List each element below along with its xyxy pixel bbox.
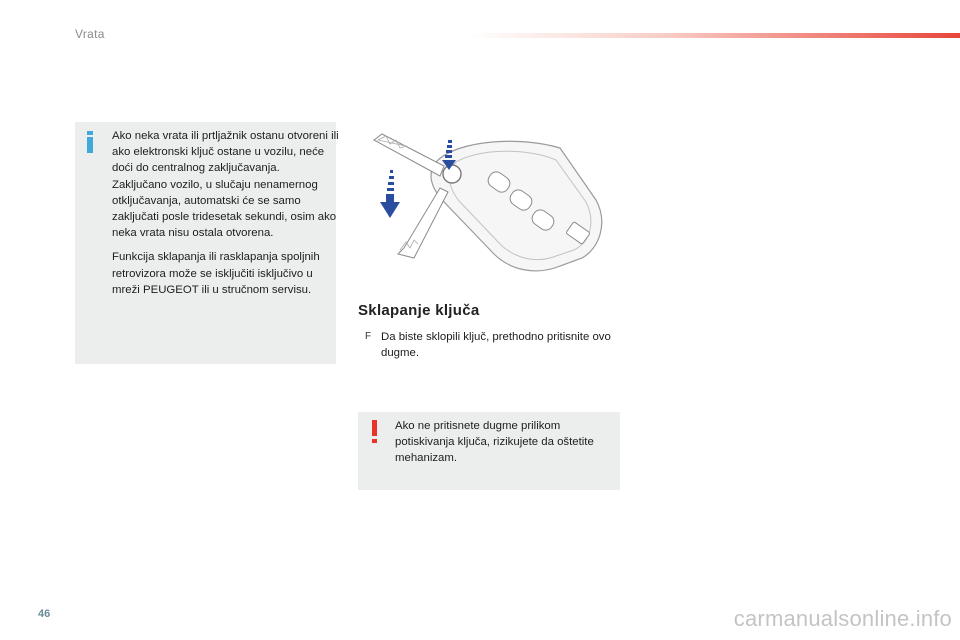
header-rule — [470, 33, 960, 38]
step-marker-icon: F — [365, 331, 372, 342]
section-title: Sklapanje ključa — [358, 302, 480, 319]
fold-arrow-icon — [380, 170, 400, 218]
header-section-title: Vrata — [75, 27, 105, 41]
watermark-link[interactable]: carmanualsonline.info — [733, 606, 952, 631]
info-icon — [86, 131, 95, 153]
warning-icon — [372, 420, 378, 444]
info-text — [112, 128, 342, 306]
page-number: 46 — [38, 608, 51, 620]
key-fob-illustration — [374, 134, 602, 271]
step-text: Da biste sklopili ključ, prethodno pritisnite ovo dugme. — [381, 331, 611, 359]
warning-text: Ako ne pritisnete dugme prilikom potiskivanja ključa, rizikujete da oštetite mehanizam. — [395, 420, 594, 465]
info-paragraph: Zaključano vozilo, u slučaju nenamernog otključavanja, automatski će se samo zaključati posle tridesetak sekundi, osim ako neka vrata nisu ostala otvorena. — [112, 178, 337, 240]
info-paragraph: Funkcija sklapanja ili rasklapanja spoljnih retrovizora može se isključiti isključivo u mreži PEUGEOT ili u stručnom servisu. — [112, 251, 320, 296]
info-paragraph: Ako neka vrata ili prtljažnik ostanu otvoreni ili ako elektronski ključ ostane u vozilu, neće doći do centralnog zaključavanja. — [112, 130, 339, 175]
info-box — [75, 122, 339, 364]
key-fold-diagram — [360, 130, 620, 280]
instruction-step — [365, 329, 625, 361]
warning-box — [358, 412, 620, 490]
